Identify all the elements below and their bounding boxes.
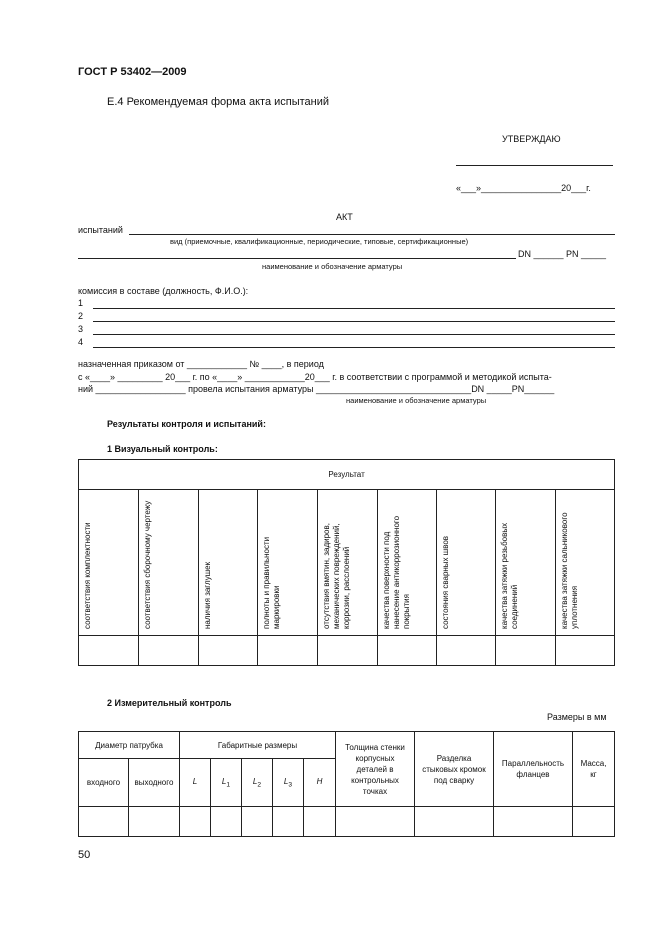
dim-header: $L_3$ (273, 759, 304, 807)
wall-thickness-header: Толщина стенки корпусных деталей в контрольных точках (336, 732, 415, 807)
conducted-line: ний __________________ провела испытания арматуры _______________________________DN _____PN______ (78, 384, 555, 394)
visual-column-header: соответствия комплектности (83, 522, 92, 629)
member-line (93, 347, 615, 348)
measure-title: 2 Измерительный контроль (107, 698, 232, 708)
approval-label: УТВЕРЖДАЮ (502, 134, 561, 144)
visual-column-header: качества поверхности под нанесение антикоррозионного покрытия (382, 515, 411, 629)
measure-units: Размеры в мм (547, 712, 607, 722)
page-number: 50 (78, 849, 91, 861)
inlet-header: входного (79, 759, 129, 807)
visual-control-table (78, 459, 615, 666)
armature-caption: наименование и обозначение арматуры (262, 262, 403, 271)
visual-column-header: наличия заглушек (203, 561, 212, 629)
member-number: 1 (78, 298, 84, 308)
overall-dims-header: Габаритные размеры (180, 732, 336, 759)
member-number: 4 (78, 337, 84, 347)
diameter-header: Диаметр патрубка (79, 732, 180, 759)
results-title: Результаты контроля и испытаний: (107, 419, 266, 429)
member-number: 3 (78, 324, 84, 334)
measure-control-table (78, 731, 615, 837)
member-line (93, 334, 615, 335)
section-title: Е.4 Рекомендуемая форма акта испытаний (107, 96, 330, 108)
armature-line (78, 258, 516, 259)
approval-signature-line (456, 165, 613, 166)
dim-header: $L_2$ (242, 759, 273, 807)
outlet-header: выходного (129, 759, 180, 807)
period-line: с «____» _________ 20___ г. по «____» ____________20___ г. в соответствии с программой и методикой испыта- (78, 372, 552, 382)
act-type-prefix: испытаний (78, 225, 123, 235)
visual-column-header: соответствия сборочному чертежу (143, 500, 152, 629)
visual-column-header: отсутствия вмятин, задиров, механических повреждений, коррозии, расслоений (322, 523, 351, 629)
armature-dn-pn: DN ______ PN _____ (518, 249, 607, 259)
visual-result-header: Результат (79, 460, 615, 490)
dim-header: $L_1$ (211, 759, 242, 807)
approval-date-line: «___»________________20___г. (456, 183, 591, 193)
visual-column-header: качества затяжки резьбовых соединений (500, 522, 519, 629)
visual-column-header: полноты и правильности маркировки (262, 536, 281, 629)
measure-empty-row (79, 807, 615, 837)
member-number: 2 (78, 311, 84, 321)
act-type-line (129, 234, 615, 235)
conducted-caption: наименование и обозначение арматуры (346, 396, 487, 405)
edge-prep-header: Разделка стыковых кромок под сварку (415, 732, 494, 807)
visual-column-header: качества затяжки сальникового уплотнения (560, 512, 579, 629)
visual-column-header: состояния сварных швов (441, 535, 450, 629)
dim-header: H (304, 759, 336, 807)
act-type-caption: вид (приемочные, квалификационные, периодические, типовые, сертификационные) (170, 237, 469, 246)
parallel-header: Параллельность фланцев (494, 732, 573, 807)
visual-empty-row (79, 636, 615, 666)
member-line (93, 308, 615, 309)
member-line (93, 321, 615, 322)
visual-title: 1 Визуальный контроль: (107, 444, 218, 454)
dim-header: L (180, 759, 211, 807)
order-line: назначенная приказом от ____________ № ____, в период (78, 359, 324, 369)
act-title: АКТ (336, 212, 353, 222)
mass-header: Масса, кг (573, 732, 615, 807)
commission-label: комиссия в составе (должность, Ф.И.О.): (78, 286, 249, 296)
standard-header: ГОСТ Р 53402—2009 (78, 66, 187, 78)
